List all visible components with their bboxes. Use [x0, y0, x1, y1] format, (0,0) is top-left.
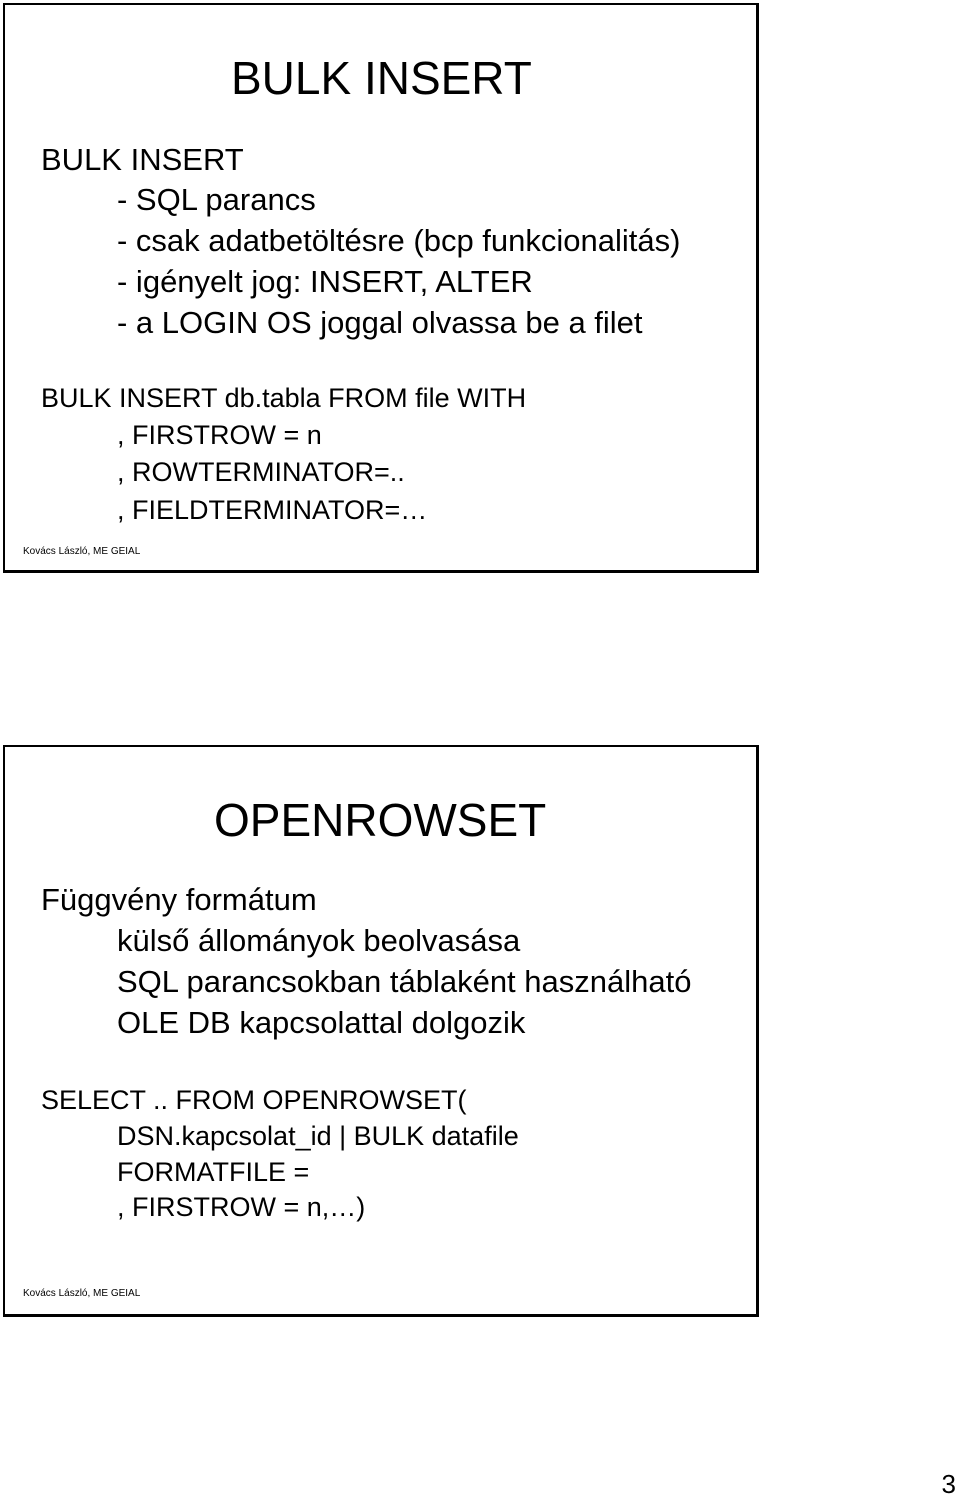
code-line: , FIRSTROW = n [117, 420, 322, 450]
code-line: , FIRSTROW = n,…) [117, 1192, 366, 1222]
text-line: - igényelt jog: INSERT, ALTER [117, 264, 533, 299]
slide-bulk-insert [3, 3, 759, 573]
text-line: - SQL parancs [117, 182, 316, 217]
code-line: , FIELDTERMINATOR=… [117, 495, 428, 525]
slide-title: BULK INSERT [231, 52, 532, 104]
slide-openrowset [3, 745, 759, 1317]
text-line: BULK INSERT [41, 142, 244, 177]
text-line: külső állományok beolvasása [117, 923, 521, 958]
code-line: SELECT .. FROM OPENROWSET( [41, 1085, 467, 1115]
text-line: SQL parancsokban táblaként használható [117, 964, 692, 999]
text-line: - a LOGIN OS joggal olvassa be a filet [117, 305, 643, 340]
slide-footer: Kovács László, ME GEIAL [23, 546, 141, 557]
slide-title: OPENROWSET [214, 794, 547, 846]
text-line: - csak adatbetöltésre (bcp funkcionalitás) [117, 223, 681, 258]
slide-footer: Kovács László, ME GEIAL [23, 1288, 141, 1299]
text-line: OLE DB kapcsolattal dolgozik [117, 1005, 526, 1040]
text-line: Függvény formátum [41, 882, 317, 917]
code-line: BULK INSERT db.tabla FROM file WITH [41, 383, 527, 413]
code-line: FORMATFILE = [117, 1157, 310, 1187]
code-line: DSN.kapcsolat_id | BULK datafile [117, 1121, 519, 1151]
code-line: , ROWTERMINATOR=.. [117, 457, 405, 487]
page-number: 3 [941, 1469, 956, 1499]
